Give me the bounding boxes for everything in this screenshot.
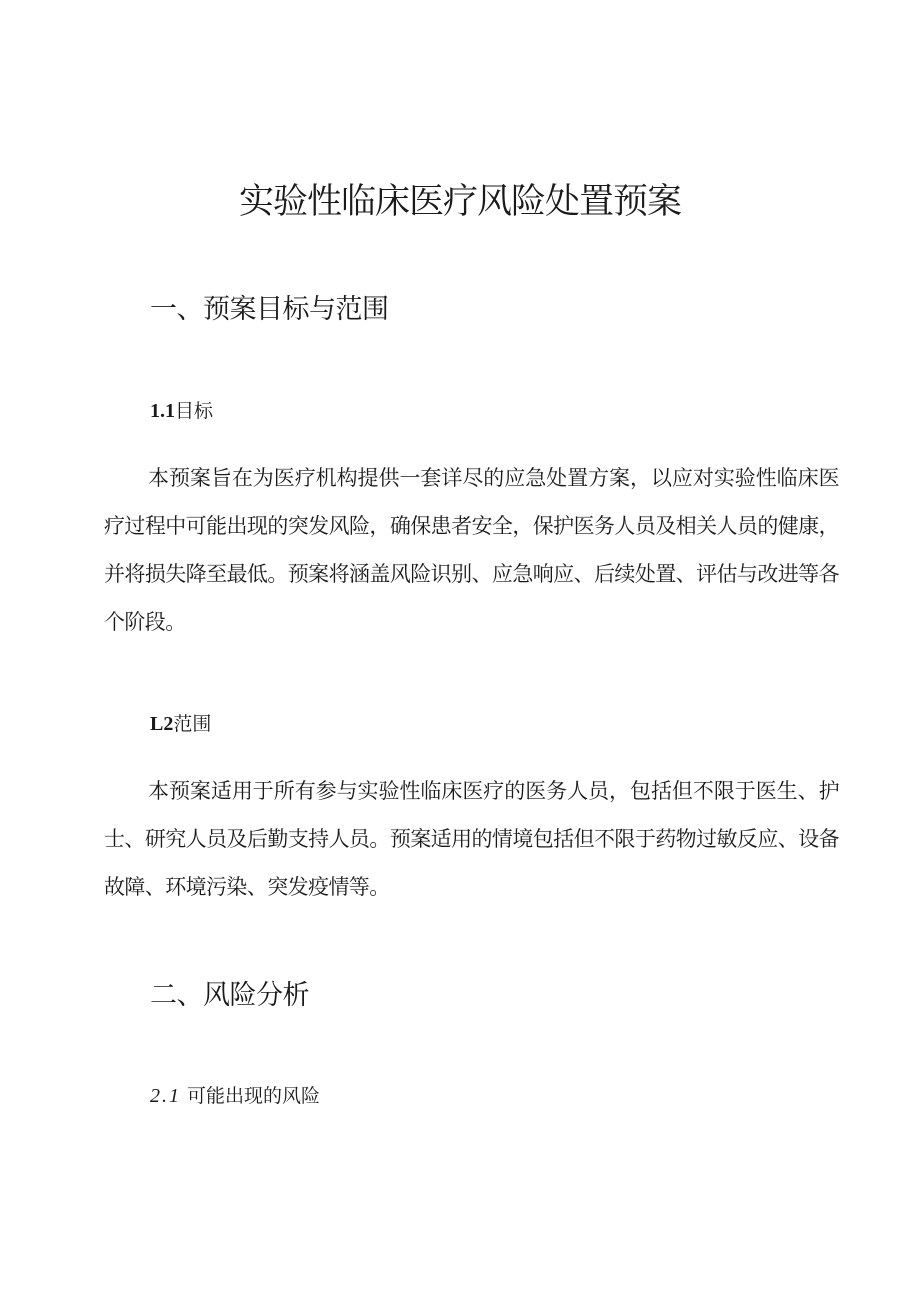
paragraph-scope: 本预案适用于所有参与实验性临床医疗的医务人员，包括但不限于医生、护士、研究人员及后勤支持人员。预案适用的情境包括但不限于药物过敏反应、设备故障、环境污染、突发疫情等。: [104, 779, 839, 899]
section-heading-1: 一、预案目标与范围: [150, 294, 389, 325]
subsection-heading-2-1: [150, 1083, 320, 1109]
subsection-heading-1-2: [150, 711, 211, 737]
subsection-label: 可能出现的风险: [187, 1085, 321, 1107]
subsection-label: 范围: [173, 713, 212, 735]
subsection-number: 1.1: [150, 400, 175, 422]
subsection-number: 2.1: [150, 1085, 181, 1107]
section-heading-2: 二、风险分析: [150, 980, 309, 1011]
document-title: 实验性临床医疗风险处置预案: [238, 182, 681, 222]
subsection-number: L2: [150, 713, 174, 735]
paragraph-goal: 本预案旨在为医疗机构提供一套详尽的应急处置方案，以应对实验性临床医疗过程中可能出现的突发风险，确保患者安全，保护医务人员及相关人员的健康，并将损失降至最低。预案将涵盖风险识别、应急响应、后续处置、评估与改进等各个阶段。: [104, 466, 839, 634]
subsection-heading-1-1: [150, 398, 213, 424]
subsection-label: 目标: [175, 400, 214, 422]
